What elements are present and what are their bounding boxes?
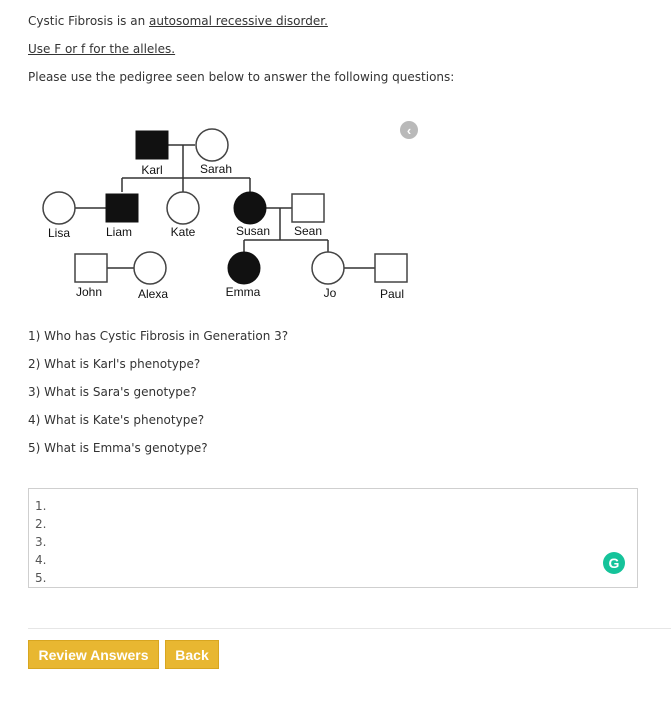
answer-line-4: 4. bbox=[35, 553, 47, 567]
answer-line-2: 2. bbox=[35, 517, 47, 531]
alleles-instruction: Use F or f for the alleles. bbox=[28, 42, 176, 56]
susan-label: Susan bbox=[235, 224, 271, 238]
jo-circle bbox=[312, 252, 344, 284]
disorder-link[interactable]: autosomal recessive disorder. bbox=[149, 14, 328, 28]
kate-label: Kate bbox=[170, 225, 196, 239]
liam-label: Liam bbox=[105, 225, 133, 239]
sarah-circle bbox=[196, 129, 228, 161]
answer-line-1: 1. bbox=[35, 499, 47, 513]
emma-circle bbox=[228, 252, 260, 284]
emma-label: Emma bbox=[225, 285, 261, 299]
liam-square bbox=[106, 194, 138, 222]
answer-line-5: 5. bbox=[35, 571, 47, 585]
pedigree-chart bbox=[28, 110, 428, 310]
intro-prefix: Cystic Fibrosis is an bbox=[28, 14, 150, 28]
jo-label: Jo bbox=[323, 286, 337, 300]
question-2: 2) What is Karl's phenotype? bbox=[28, 357, 201, 371]
question-1: 1) Who has Cystic Fibrosis in Generation 3? bbox=[28, 329, 289, 343]
kate-circle bbox=[167, 192, 199, 224]
svg-text:‹: ‹ bbox=[406, 123, 412, 138]
john-square bbox=[75, 254, 107, 282]
sarah-label: Sarah bbox=[199, 162, 233, 176]
intro-line-1 bbox=[28, 13, 328, 29]
question-5: 5) What is Emma's genotype? bbox=[28, 441, 208, 455]
alexa-label: Alexa bbox=[137, 287, 169, 301]
grammarly-icon[interactable]: G bbox=[603, 552, 625, 574]
collapse-chevron-icon[interactable] bbox=[400, 121, 418, 139]
alexa-circle bbox=[134, 252, 166, 284]
sean-square bbox=[292, 194, 324, 222]
john-label: John bbox=[75, 285, 103, 299]
question-4: 4) What is Kate's phenotype? bbox=[28, 413, 205, 427]
answer-textarea[interactable] bbox=[28, 488, 638, 588]
pedigree-instruction: Please use the pedigree seen below to answer the following questions: bbox=[28, 70, 455, 84]
karl-label: Karl bbox=[141, 163, 163, 177]
sean-label: Sean bbox=[293, 224, 323, 238]
answer-line-3: 3. bbox=[35, 535, 47, 549]
back-button[interactable]: Back bbox=[165, 640, 219, 669]
susan-circle bbox=[234, 192, 266, 224]
paul-square bbox=[375, 254, 407, 282]
answer-lines bbox=[35, 497, 46, 587]
review-answers-button[interactable]: Review Answers bbox=[28, 640, 159, 669]
karl-square bbox=[136, 131, 168, 159]
lisa-label: Lisa bbox=[47, 226, 71, 240]
lisa-circle bbox=[43, 192, 75, 224]
paul-label: Paul bbox=[379, 287, 405, 301]
question-3: 3) What is Sara's genotype? bbox=[28, 385, 197, 399]
divider bbox=[28, 628, 671, 629]
